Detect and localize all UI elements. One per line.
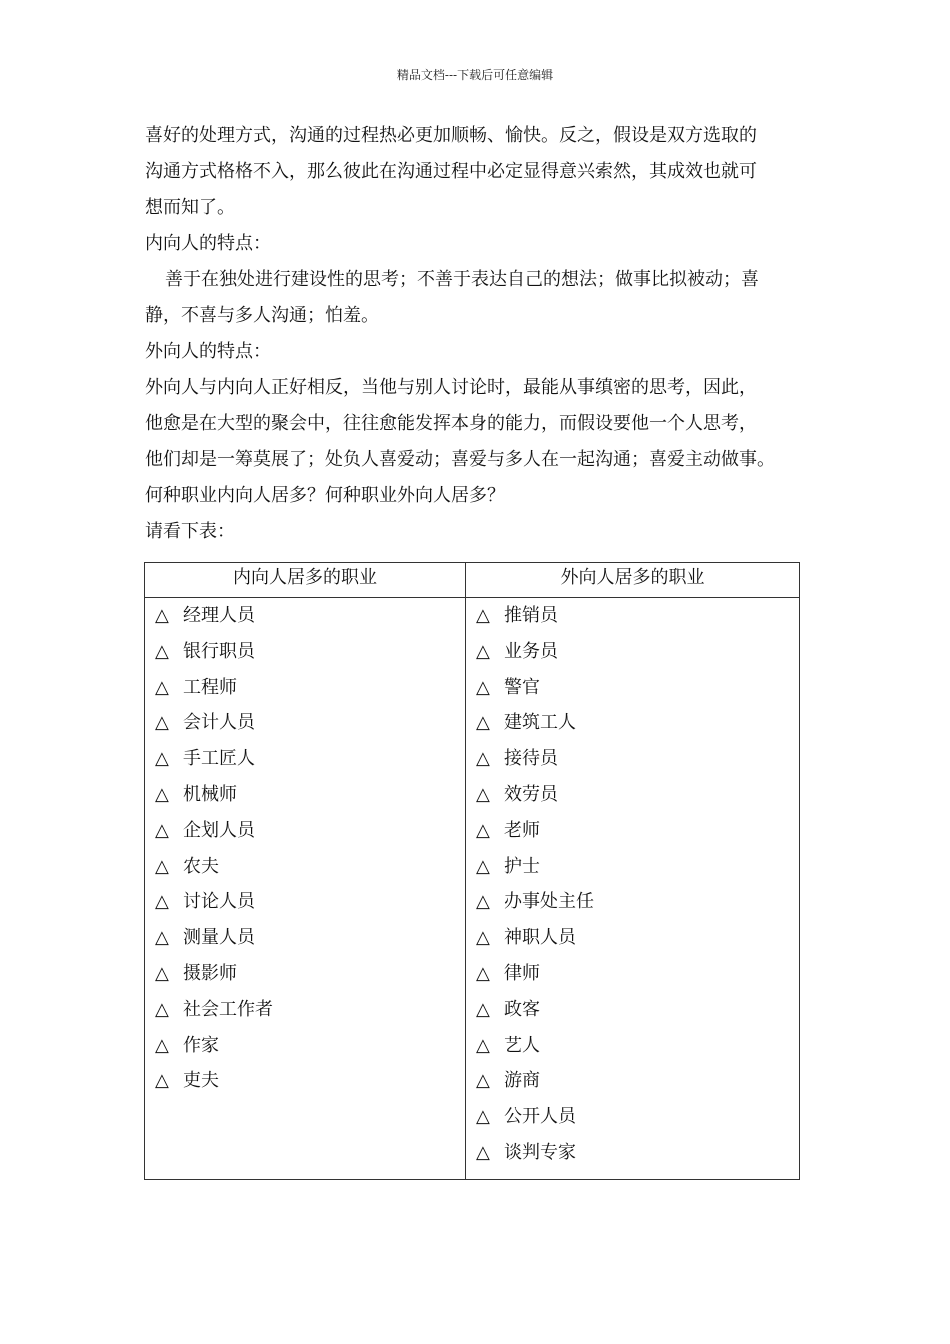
occupation-label: 吏夫	[183, 1070, 219, 1092]
triangle-bullet-icon: △	[476, 927, 490, 949]
table-body-row	[145, 598, 800, 1180]
triangle-bullet-icon: △	[476, 748, 490, 770]
list-item	[155, 884, 465, 920]
list-item	[476, 1028, 799, 1064]
introvert-column-header: 内向人居多的职业	[145, 563, 466, 598]
occupation-label: 政客	[504, 998, 540, 1020]
triangle-bullet-icon: △	[155, 1034, 169, 1056]
list-item	[155, 705, 465, 741]
section-heading-introvert: 内向人的特点：	[145, 233, 271, 254]
list-item	[476, 670, 799, 706]
list-item	[155, 992, 465, 1028]
occupation-label: 神职人员	[504, 927, 576, 949]
list-item	[155, 920, 465, 956]
triangle-bullet-icon: △	[155, 640, 169, 662]
triangle-bullet-icon: △	[476, 605, 490, 626]
triangle-bullet-icon: △	[476, 640, 490, 662]
triangle-bullet-icon: △	[155, 819, 169, 841]
triangle-bullet-icon: △	[155, 855, 169, 877]
list-item	[476, 1063, 799, 1099]
triangle-bullet-icon: △	[155, 891, 169, 913]
triangle-bullet-icon: △	[476, 783, 490, 805]
triangle-bullet-icon: △	[155, 676, 169, 698]
triangle-bullet-icon: △	[155, 748, 169, 770]
list-item	[476, 741, 799, 777]
list-item	[155, 1028, 465, 1064]
occupation-label: 工程师	[183, 676, 237, 698]
triangle-bullet-icon: △	[155, 712, 169, 734]
triangle-bullet-icon: △	[476, 1106, 490, 1128]
occupation-table	[144, 562, 800, 1180]
list-item	[155, 777, 465, 813]
occupation-label: 测量人员	[183, 927, 255, 949]
triangle-bullet-icon: △	[476, 1034, 490, 1056]
list-item	[476, 849, 799, 885]
paragraph-line: 善于在独处进行建设性的思考；不善于表达自己的想法；做事比拟被动；喜	[165, 269, 759, 290]
occupation-label: 警官	[504, 676, 540, 698]
paragraph-line: 他愈是在大型的聚会中，往往愈能发挥本身的能力，而假设要他一个人思考，	[145, 413, 757, 434]
list-item	[476, 705, 799, 741]
list-item	[476, 956, 799, 992]
introvert-list	[145, 598, 466, 1180]
triangle-bullet-icon: △	[476, 1141, 490, 1163]
paragraph-line: 他们却是一筹莫展了；处负人喜爱动；喜爱与多人在一起沟通；喜爱主动做事。	[145, 449, 775, 470]
occupation-label: 建筑工人	[504, 712, 576, 734]
page-header: 精品文档---下载后可任意编辑	[396, 68, 554, 82]
list-item	[155, 1063, 465, 1099]
paragraph-line: 想而知了。	[145, 197, 235, 218]
list-item	[476, 884, 799, 920]
list-item	[476, 1135, 799, 1171]
occupation-label: 农夫	[183, 855, 219, 877]
list-item	[155, 741, 465, 777]
paragraph-line: 外向人与内向人正好相反，当他与别人讨论时，最能从事缜密的思考，因此，	[145, 377, 757, 398]
occupation-label: 业务员	[504, 640, 558, 662]
occupation-label: 摄影师	[183, 962, 237, 984]
occupation-label: 律师	[504, 962, 540, 984]
occupation-label: 老师	[504, 819, 540, 841]
extrovert-list	[466, 598, 800, 1180]
triangle-bullet-icon: △	[155, 783, 169, 805]
occupation-label: 谈判专家	[504, 1141, 576, 1163]
occupation-label: 会计人员	[183, 712, 255, 734]
occupation-label: 手工匠人	[183, 748, 255, 770]
list-item	[476, 777, 799, 813]
table-intro: 请看下表：	[145, 521, 235, 542]
triangle-bullet-icon: △	[476, 891, 490, 913]
occupation-label: 作家	[183, 1034, 219, 1056]
paragraph-line: 喜好的处理方式，沟通的过程热必更加顺畅、愉快。反之，假设是双方选取的	[145, 125, 757, 146]
list-item	[476, 992, 799, 1028]
body-text	[145, 118, 810, 550]
list-item	[476, 598, 799, 634]
triangle-bullet-icon: △	[476, 962, 490, 984]
triangle-bullet-icon: △	[476, 855, 490, 877]
triangle-bullet-icon: △	[476, 1070, 490, 1092]
triangle-bullet-icon: △	[476, 819, 490, 841]
occupation-label: 机械师	[183, 783, 237, 805]
occupation-label: 企划人员	[183, 819, 255, 841]
list-item	[155, 634, 465, 670]
occupation-label: 银行职员	[183, 640, 255, 662]
occupation-label: 办事处主任	[504, 891, 594, 913]
triangle-bullet-icon: △	[155, 927, 169, 949]
list-item	[155, 670, 465, 706]
occupation-label: 游商	[504, 1070, 540, 1092]
list-item	[476, 634, 799, 670]
list-item	[155, 598, 465, 634]
triangle-bullet-icon: △	[476, 712, 490, 734]
question-line: 何种职业内向人居多？何种职业外向人居多？	[145, 485, 505, 506]
triangle-bullet-icon: △	[476, 676, 490, 698]
triangle-bullet-icon: △	[155, 1070, 169, 1092]
list-item	[476, 1099, 799, 1135]
triangle-bullet-icon: △	[155, 998, 169, 1020]
occupation-label: 经理人员	[183, 605, 255, 626]
paragraph-line: 沟通方式格格不入，那么彼此在沟通过程中必定显得意兴索然，其成效也就可	[145, 161, 757, 182]
occupation-label: 公开人员	[504, 1106, 576, 1128]
list-item	[155, 849, 465, 885]
extrovert-column-header: 外向人居多的职业	[466, 563, 800, 598]
list-item	[155, 813, 465, 849]
list-item	[476, 920, 799, 956]
occupation-label: 推销员	[504, 605, 558, 626]
triangle-bullet-icon: △	[476, 998, 490, 1020]
occupation-label: 社会工作者	[183, 998, 273, 1020]
paragraph-line: 静，不喜与多人沟通；怕羞。	[145, 305, 379, 326]
occupation-label: 接待员	[504, 748, 558, 770]
section-heading-extrovert: 外向人的特点：	[145, 341, 271, 362]
occupation-label: 艺人	[504, 1034, 540, 1056]
occupation-label: 护士	[504, 855, 540, 877]
occupation-label: 讨论人员	[183, 891, 255, 913]
list-item	[476, 813, 799, 849]
triangle-bullet-icon: △	[155, 605, 169, 626]
table-header-row	[145, 563, 800, 598]
occupation-label: 效劳员	[504, 783, 558, 805]
list-item	[155, 956, 465, 992]
triangle-bullet-icon: △	[155, 962, 169, 984]
